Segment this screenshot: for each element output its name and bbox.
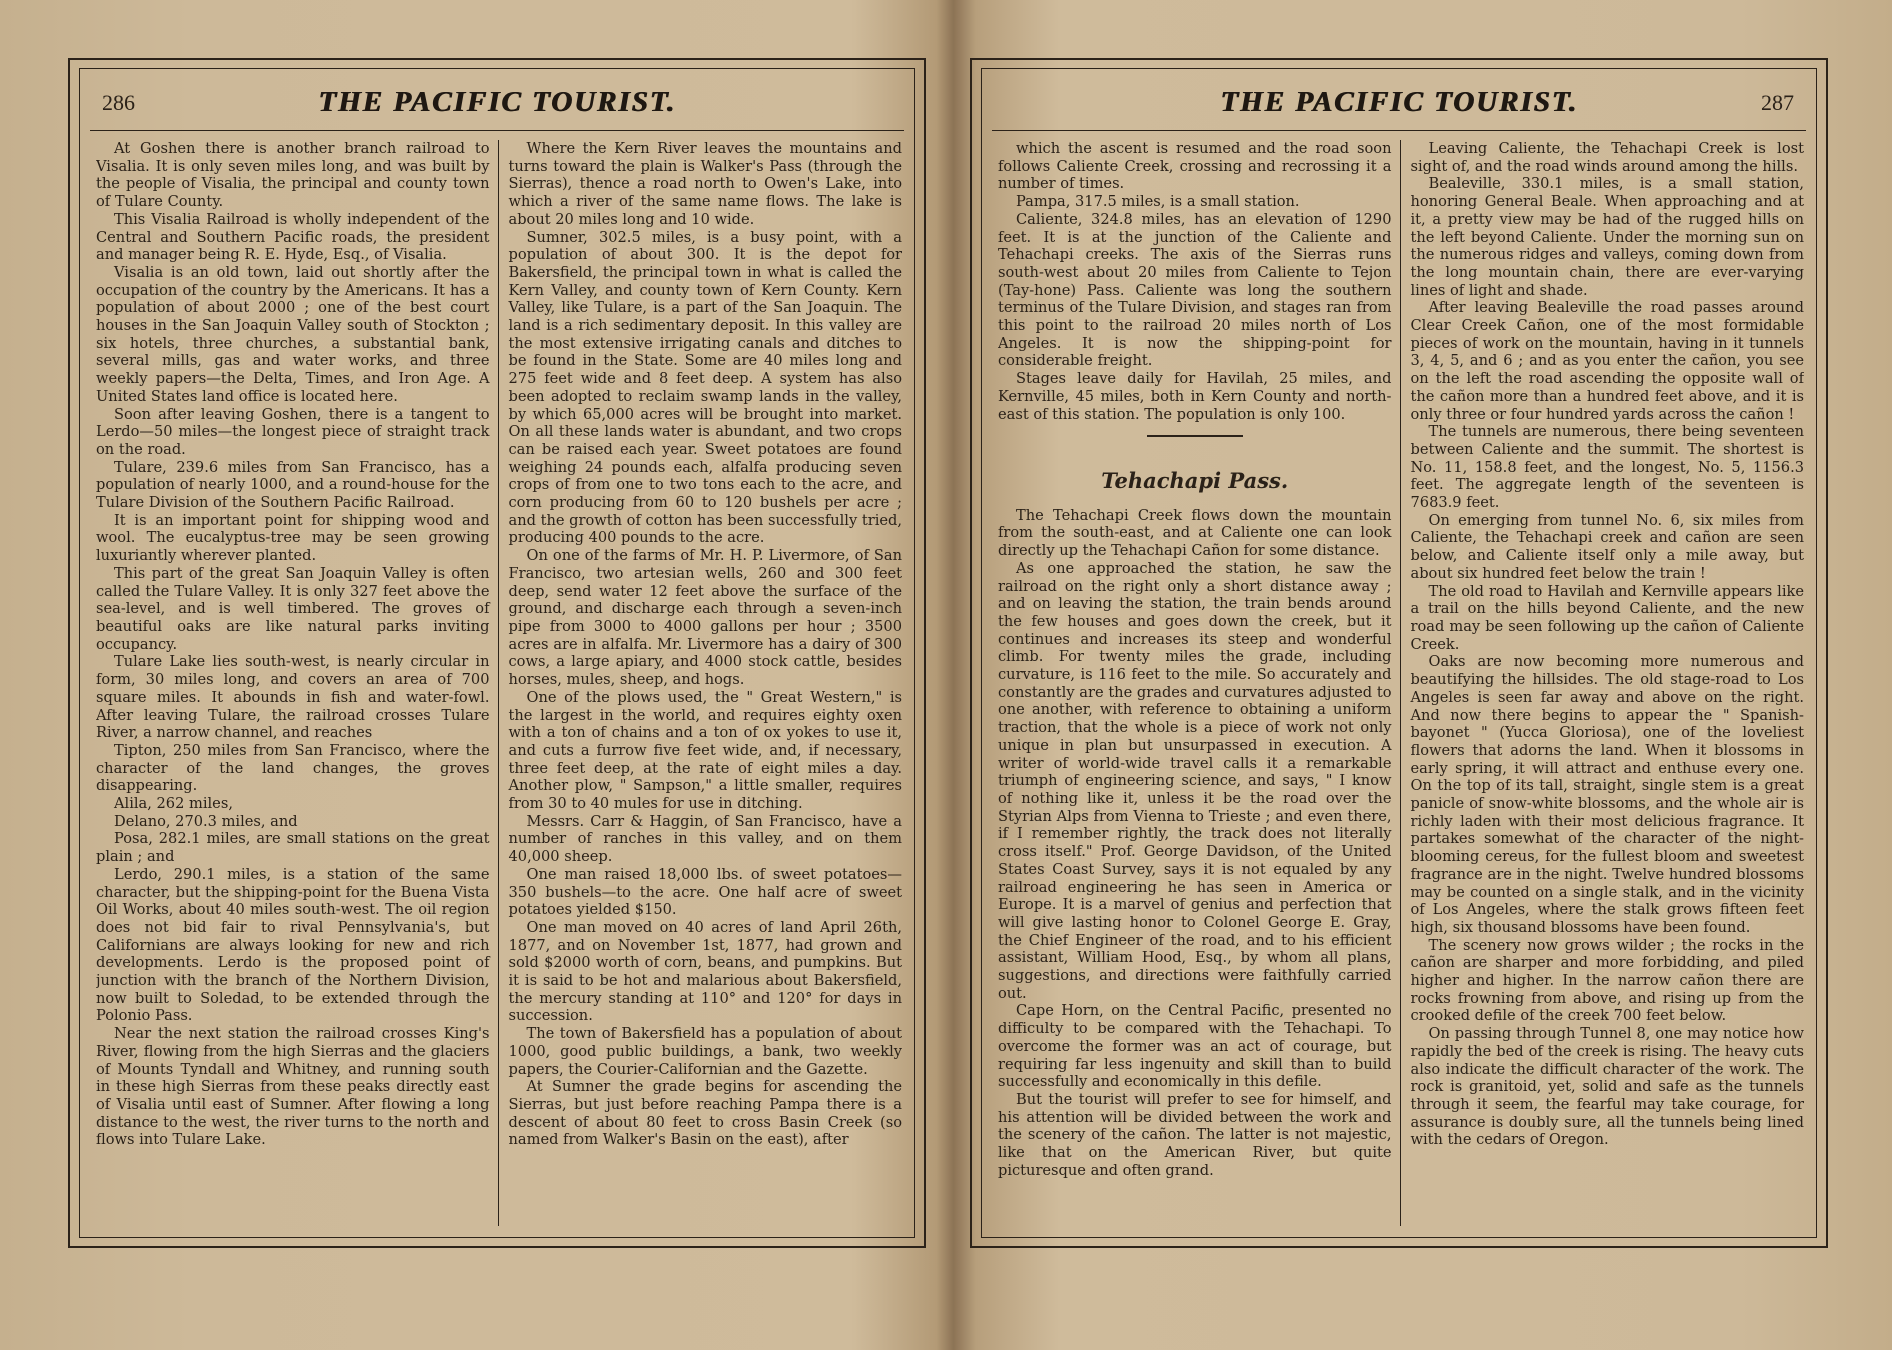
left-column: [998, 140, 1401, 1226]
paragraph: On passing through Tunnel 8, one may notice how rapidly the bed of the creek is rising. The heavy cuts also indicate the difficult character of the work. The rock is granitoid, yet, solid and safe as the tunnels through it seem, the fearful may take courage, for assurance is doubly sure, all the tunnels being lined with the cedars of Oregon.: [1410, 1025, 1804, 1149]
paragraphs-before-heading: [998, 140, 1392, 423]
paragraph: The old road to Havilah and Kernville appears like a trail on the hills beyond Caliente, and the new road may be seen following up the cañon of Caliente Creek.: [1410, 582, 1804, 653]
paragraph: But the tourist will prefer to see for himself, and his attention will be divided between the work and the scenery of the cañon. The latter is not majestic, like that on the American River, but quite picturesque and often grand.: [998, 1090, 1392, 1179]
paragraph: Oaks are now becoming more numerous and beautifying the hillsides. The old stage-road to Los Angeles is seen far away and above on the right. And now there begins to appear the " Spanish-bayonet " (Yucca Gloriosa), one of the loveliest flowers that adorns the land. When it blossoms in early spring, it will attract and enthuse every one. On the top of its tall, straight, single stem is a great panicle of snow-white blossoms, and the whole air is richly laden with their most delicious fragrance. It partakes somewhat of the character of the night-blooming cereus, for the fullest bloom and sweetest fragrance are in the night. Twelve hundred blossoms may be counted on a single stalk, and in the vicinity of Los Angeles, where the stalk grows fifteen feet high, six thousand blossoms have been found.: [1410, 653, 1804, 936]
paragraph: Soon after leaving Goshen, there is a tangent to Lerdo—50 miles—the longest piece of straight track on the road.: [96, 405, 490, 458]
paragraph: On emerging from tunnel No. 6, six miles from Caliente, the Tehachapi creek and cañon are seen below, and Caliente itself only a mile away, but about six hundred feet below the train !: [1410, 511, 1804, 582]
paragraph: Leaving Caliente, the Tehachapi Creek is lost sight of, and the road winds around among the hills.: [1410, 140, 1804, 175]
paragraph: One of the plows used, the " Great Western," is the largest in the world, and requires eighty oxen with a ton of chains and a ton of ox yokes to use it, and cuts a furrow five feet wide, and, if necessary, three feet deep, at the rate of eight miles a day. Another plow, " Sampson," a little smaller, requires from 30 to 40 mules for use in ditching.: [508, 688, 902, 813]
section-heading: Tehachapi Pass.: [1101, 467, 1289, 493]
paragraph: As one approached the station, he saw the railroad on the right only a short distance away ; and on leaving the station, the train bends around the few houses and goes down the creek, but it continues and increases its steep and wonderful climb. For twenty miles the grade, including curvature, is 116 feet to the mile. So accurately and constantly are the grades and curvatures adjusted to one another, with reference to obtaining a uniform traction, that the whole is a piece of work not only unique in plan but unsurpassed in execution. A writer of world-wide travel calls it a remarkable triumph of engineering science, and says, " I know of nothing like it, unless it be the road over the Styrian Alps from Vienna to Trieste ; and even there, if I remember rightly, the track does not literally cross itself." Prof. George Davidson, of the United States Coast Survey, says it is not equaled by any railroad engineering he has seen in America or Europe. It is a marvel of genius and perfection that will give lasting honor to Colonel George E. Gray, the Chief Engineer of the road, and to his efficient assistant, William Hood, Esq., by whom all plans, suggestions, and directions were faithfully carried out.: [998, 559, 1392, 1002]
paragraph: The town of Bakersfield has a population of about 1000, good public buildings, a bank, two weekly papers, the Courier-Californian and the Gazette.: [508, 1025, 902, 1078]
paragraph: Where the Kern River leaves the mountains and turns toward the plain is Walker's Pass (through the Sierras), thence a road north to Owen's Lake, into which a river of the same name flows. The lake is about 20 miles long and 10 wide.: [508, 140, 902, 228]
paragraph: At Goshen there is another branch railroad to Visalia. It is only seven miles long, and was built by the people of Visalia, the principal and county town of Tulare County.: [96, 140, 490, 211]
paragraph: Sumner, 302.5 miles, is a busy point, with a population of about 300. It is the depot for Bakersfield, the principal town in what is called the Kern Valley, and county town of Kern County. Kern Valley, like Tulare, is a part of the San Joaquin. The land is a rich sedimentary deposit. In this valley are the most extensive irrigating canals and ditches to be found in the State. Some are 40 miles long and 275 feet wide and 8 feet deep. A system has also been adopted to reclaim swamp lands in the valley, by which 65,000 acres will be brought into market. On all these lands water is abundant, and two crops can be raised each year. Sweet potatoes are found weighing 24 pounds each, alfalfa producing seven crops of from one to two tons each to the acre, and corn producing from 60 to 120 bushels per acre ; and the growth of cotton has been successfully tried, producing 400 pounds to the acre.: [508, 228, 902, 547]
paragraph: Delano, 270.3 miles, and: [114, 812, 298, 830]
running-head: THE PACIFIC TOURIST.: [318, 86, 676, 118]
paragraph: The Tehachapi Creek flows down the mountain from the south-east, and at Caliente one can look directly up the Tehachapi Cañon for some distance.: [998, 506, 1392, 560]
left-page: [68, 58, 926, 1248]
paragraph: which the ascent is resumed and the road soon follows Caliente Creek, crossing and recrossing it a number of times.: [998, 140, 1392, 193]
page-number: 287: [1761, 90, 1794, 115]
section-rule: [1147, 435, 1243, 437]
paragraph: Tulare Lake lies south-west, is nearly circular in form, 30 miles long, and covers an area of 700 square miles. It abounds in fish and water-fowl. After leaving Tulare, the railroad crosses Tulare River, a narrow channel, and reaches: [96, 653, 490, 742]
paragraph: Tipton, 250 miles from San Francisco, where the character of the land changes, the groves disappearing.: [96, 741, 490, 795]
page-header: [992, 82, 1806, 131]
paragraph: This Visalia Railroad is wholly independent of the Central and Southern Pacific roads, the president and manager being R. E. Hyde, Esq., of Visalia.: [96, 210, 490, 264]
paragraph: Tulare, 239.6 miles from San Francisco, has a population of nearly 1000, and a round-house for the Tulare Division of the Southern Pacific Railroad.: [96, 458, 490, 512]
paragraph: On one of the farms of Mr. H. P. Livermore, of San Francisco, two artesian wells, 260 and 300 feet deep, send water 12 feet above the surface of the ground, and discharge each through a seven-inch pipe from 3000 to 4000 gallons per hour ; 3500 acres are in alfalfa. Mr. Livermore has a dairy of 300 cows, a large apiary, and 4000 stock cattle, besides horses, mules, sheep, and hogs.: [508, 547, 902, 689]
paragraph: Near the next station the railroad crosses King's River, flowing from the high Sierras and the glaciers of Mounts Tyndall and Whitney, and running south in these high Sierras from these peaks directly east of Visalia until east of Sumner. After flowing a long distance to the west, the river turns to the north and flows into Tulare Lake.: [96, 1025, 490, 1149]
left-column: [96, 140, 499, 1226]
paragraph: Bealeville, 330.1 miles, is a small station, honoring General Beale. When approaching and at it, a pretty view may be had of the rugged hills on the left beyond Caliente. Under the morning sun on the numerous ridges and valleys, coming down from the long mountain chain, there are ever-varying lines of light and shade.: [1410, 175, 1804, 299]
running-head: THE PACIFIC TOURIST.: [1220, 86, 1578, 118]
paragraph: This part of the great San Joaquin Valley is often called the Tulare Valley. It is only 327 feet above the sea-level, and is well timbered. The groves of beautiful oaks are like natural parks inviting occupancy.: [96, 564, 490, 653]
page-header: [90, 82, 904, 131]
paragraphs-after-heading: [998, 507, 1392, 1180]
text-columns: [96, 140, 902, 1226]
paragraph: Messrs. Carr & Haggin, of San Francisco, have a number of ranches in this valley, and on them 40,000 sheep.: [508, 812, 902, 866]
paragraph: At Sumner the grade begins for ascending the Sierras, but just before reaching Pampa there is a descent of about 80 feet to cross Basin Creek (so named from Walker's Basin on the east), after: [508, 1078, 902, 1149]
paragraph: Posa, 282.1 miles, are small stations on the great plain ; and: [96, 830, 490, 866]
paragraph: Caliente, 324.8 miles, has an elevation of 1290 feet. It is at the junction of the Caliente and Tehachapi creeks. The axis of the Sierras runs south-west about 20 miles from Caliente to Tejon (Tay-hone) Pass. Caliente was long the southern terminus of the Tulare Division, and stages ran from this point to the railroad 20 miles north of Los Angeles. It is now the shipping-point for considerable freight.: [998, 210, 1392, 370]
paragraph: One man raised 18,000 lbs. of sweet potatoes—350 bushels—to the acre. One half acre of sweet potatoes yielded $150.: [508, 865, 902, 919]
right-column: [499, 140, 903, 1226]
paragraph: One man moved on 40 acres of land April 26th, 1877, and on November 1st, 1877, had grown and sold $2000 worth of corn, beans, and pumpkins. But it is said to be hot and malarious about Bakersfield, the mercury standing at 110° and 120° for days in succession.: [508, 918, 902, 1025]
paragraph: Cape Horn, on the Central Pacific, presented no difficulty to be compared with the Tehachapi. To overcome the former was an act of courage, but requiring far less ingenuity and skill than to build successfully and economically in this defile.: [998, 1002, 1392, 1091]
paragraph: It is an important point for shipping wood and wool. The eucalyptus-tree may be seen growing luxuriantly wherever planted.: [96, 511, 490, 565]
page-number: 286: [102, 90, 135, 115]
text-columns: [998, 140, 1804, 1226]
paragraph: Lerdo, 290.1 miles, is a station of the same character, but the shipping-point for the Buena Vista Oil Works, about 40 miles south-west. The oil region does not bid fair to rival Pennsylvania's, but Californians are always looking for new and rich developments. Lerdo is the proposed point of junction with the branch of the Northern Division, now built to Soledad, to be extended through the Polonio Pass.: [96, 865, 490, 1025]
paragraph: The tunnels are numerous, there being seventeen between Caliente and the summit. The shortest is No. 11, 158.8 feet, and the longest, No. 5, 1156.3 feet. The aggregate length of the seventeen is 7683.9 feet.: [1410, 423, 1804, 512]
paragraph: The scenery now grows wilder ; the rocks in the cañon are sharper and more forbidding, and piled higher and higher. In the narrow cañon there are rocks frowning from above, and rising up from the crooked defile of the creek 700 feet below.: [1410, 936, 1804, 1025]
right-page: [970, 58, 1828, 1248]
paragraph: Visalia is an old town, laid out shortly after the occupation of the country by the Americans. It has a population of about 2000 ; one of the best court houses in the San Joaquin Valley south of Stockton ; six hotels, three churches, a substantial bank, several mills, gas and water works, and three weekly papers—the Delta, Times, and Iron Age. A United States land office is located here.: [96, 263, 490, 405]
paragraph: After leaving Bealeville the road passes around Clear Creek Cañon, one of the most formidable pieces of work on the mountain, having in it tunnels 3, 4, 5, and 6 ; and as you enter the cañon, you see on the left the road ascending the opposite wall of the cañon more than a hundred feet above, and it is only three or four hundred yards across the cañon !: [1410, 299, 1804, 423]
paragraph: Alila, 262 miles,: [114, 795, 233, 813]
paragraph: Pampa, 317.5 miles, is a small station.: [1016, 193, 1300, 211]
right-column: [1401, 140, 1805, 1226]
paragraph: Stages leave daily for Havilah, 25 miles, and Kernville, 45 miles, both in Kern County and north-east of this station. The population is only 100.: [998, 370, 1392, 423]
